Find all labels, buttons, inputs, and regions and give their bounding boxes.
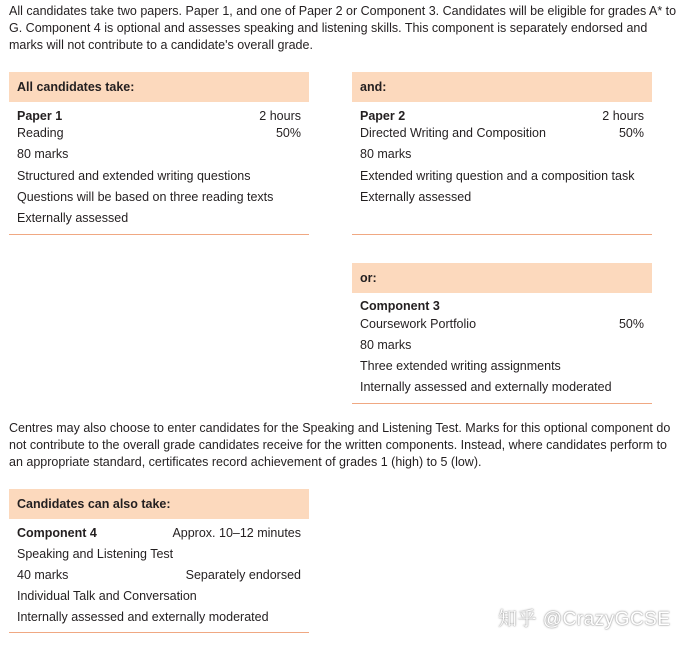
- paper-marks: 80 marks: [360, 147, 412, 161]
- component-duration: Approx. 10–12 minutes: [172, 526, 301, 540]
- watermark: 知乎 @CrazyGCSE: [498, 609, 671, 630]
- paper-marks: 80 marks: [360, 338, 412, 352]
- box-header: and:: [352, 72, 652, 102]
- paper-weight: 50%: [618, 126, 644, 140]
- box-header: Candidates can also take:: [9, 489, 309, 519]
- paper-2-subtitle-row: [360, 125, 644, 142]
- paper-2-title-row: [360, 108, 644, 125]
- paper-title: Component 4: [17, 526, 97, 540]
- component-4-marks-row: [17, 567, 301, 584]
- description-line: Structured and extended writing questions: [17, 169, 251, 183]
- all-candidates-box: [9, 72, 309, 236]
- paper-subtitle: Reading: [17, 126, 64, 140]
- paper-subtitle: Coursework Portfolio: [360, 317, 477, 331]
- description-line: Questions will be based on three reading texts: [17, 190, 274, 204]
- or-box: [352, 263, 652, 405]
- middle-paragraph: Centres may also choose to enter candidates for the Speaking and Listening Test. Marks for this optional component do not contribute to the overall grade candidates receive for the written components. Instead, where candidates perform to an appropriate standard, certificates record achievement of grades 1 (high) to 5 (low).: [9, 421, 671, 469]
- paper-1-subtitle-row: [17, 125, 301, 142]
- paper-marks: 40 marks: [17, 568, 69, 582]
- endorsement-note: Separately endorsed: [185, 568, 301, 582]
- description-line: Externally assessed: [17, 211, 129, 225]
- box-header: or:: [352, 263, 652, 293]
- also-take-box: [9, 489, 309, 635]
- description-line: Individual Talk and Conversation: [17, 589, 197, 603]
- paper-duration: 2 hours: [259, 109, 301, 123]
- box-header: All candidates take:: [9, 72, 309, 102]
- paper-weight: 50%: [618, 317, 644, 331]
- description-line: Three extended writing assignments: [360, 359, 561, 373]
- description-line: Extended writing question and a composition task: [360, 169, 635, 183]
- divider: [9, 632, 309, 633]
- paper-subtitle: Directed Writing and Composition: [360, 126, 546, 140]
- component-3-title: Component 3: [360, 299, 440, 313]
- description-line: Internally assessed and externally moderated: [360, 380, 612, 394]
- paper-subtitle: Speaking and Listening Test: [17, 547, 174, 561]
- paper-duration: 2 hours: [602, 109, 644, 123]
- component-3-subtitle-row: [360, 316, 644, 333]
- paper-marks: 80 marks: [17, 147, 69, 161]
- description-line: Externally assessed: [360, 190, 472, 204]
- component-4-title-row: [17, 525, 301, 542]
- paper-1-title-row: [17, 108, 301, 125]
- and-box: [352, 72, 652, 236]
- description-line: Internally assessed and externally moderated: [17, 610, 269, 624]
- paper-title: Paper 1: [17, 109, 63, 123]
- divider: [9, 234, 309, 235]
- paper-weight: 50%: [275, 126, 301, 140]
- paper-title: Paper 2: [360, 109, 406, 123]
- intro-paragraph: All candidates take two papers. Paper 1, and one of Paper 2 or Component 3. Candidates will be eligible for grades A* to G. Component 4 is optional and assesses speaking and listening skills. This component is separately endorsed and marks will not contribute to a candidate's overall grade.: [9, 4, 677, 52]
- divider: [352, 234, 652, 235]
- divider: [352, 403, 652, 404]
